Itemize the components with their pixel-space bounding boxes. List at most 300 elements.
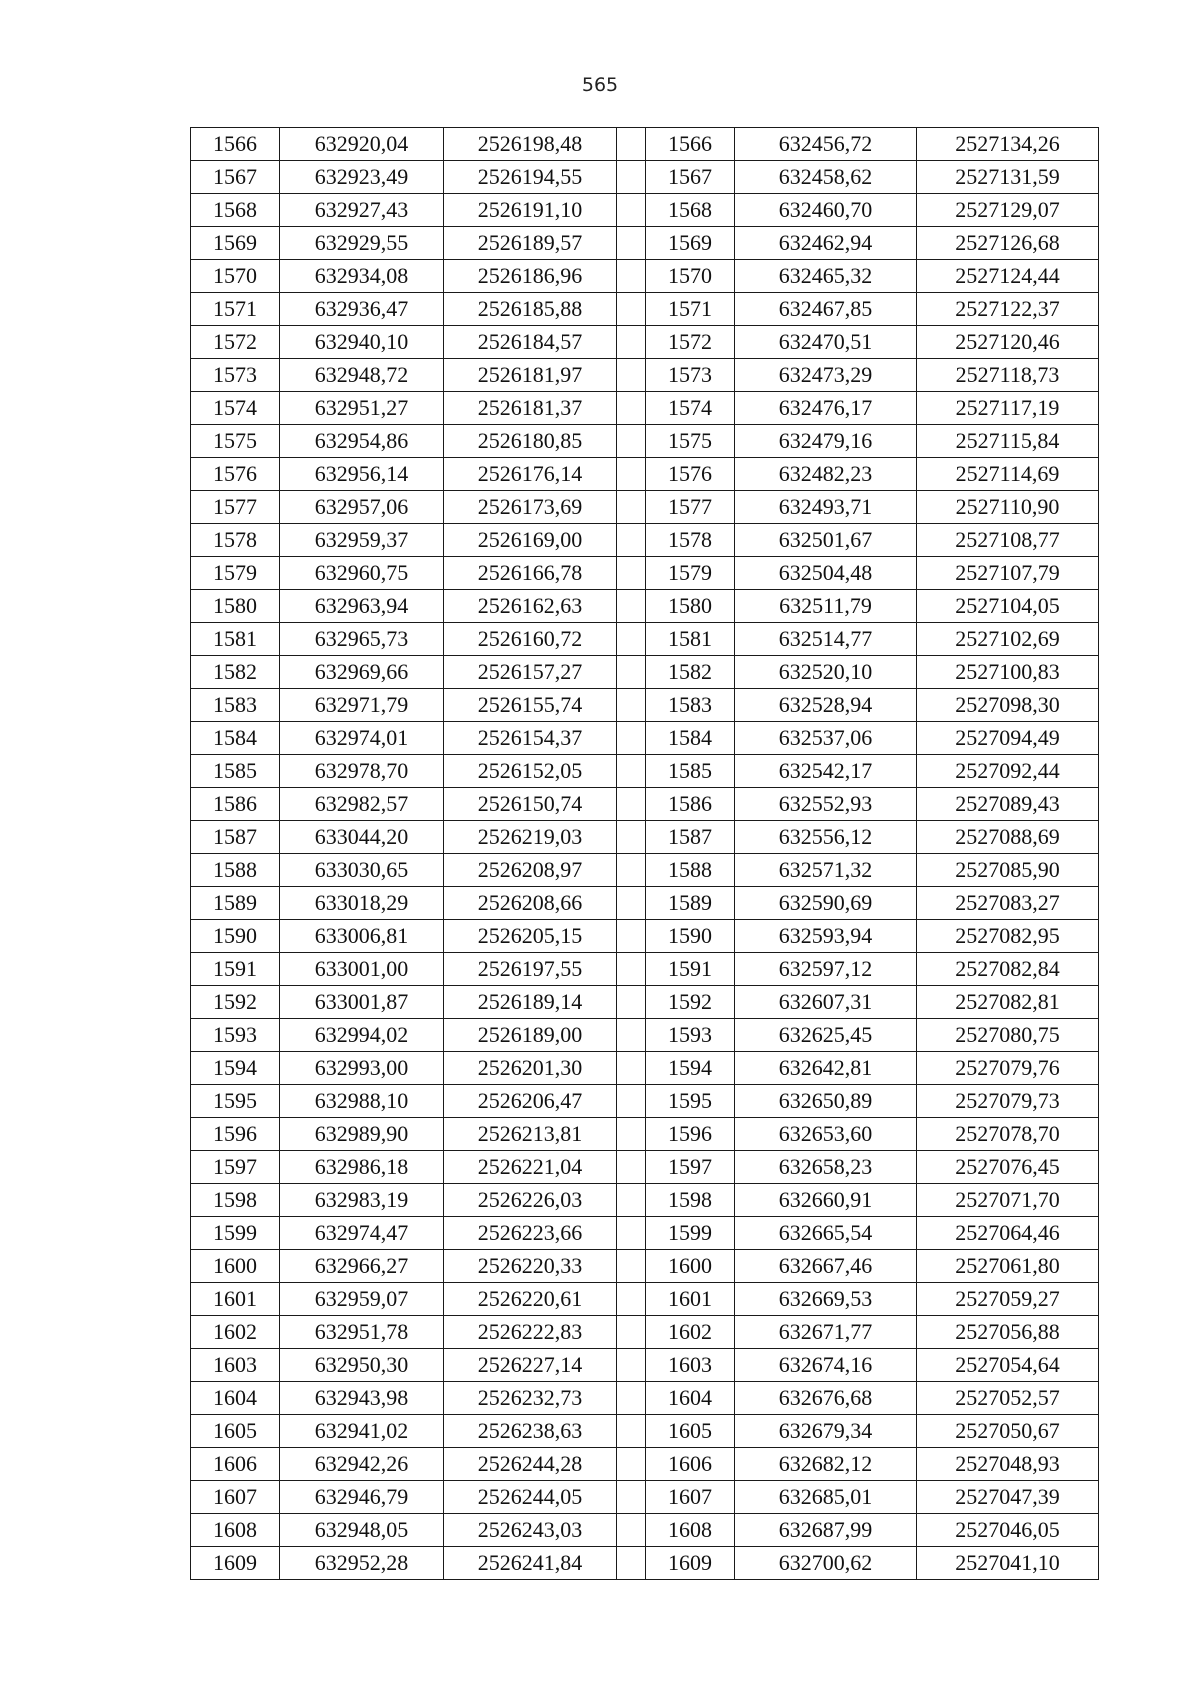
point-number-right: 1566 xyxy=(646,128,735,161)
separator-cell xyxy=(617,755,646,788)
table-row xyxy=(191,920,1099,953)
table-row xyxy=(191,854,1099,887)
table-row xyxy=(191,194,1099,227)
y-coordinate-right: 2527129,07 xyxy=(917,194,1099,227)
separator-cell xyxy=(617,1514,646,1547)
separator-cell xyxy=(617,1085,646,1118)
point-number-right: 1604 xyxy=(646,1382,735,1415)
y-coordinate-left: 2526223,66 xyxy=(444,1217,617,1250)
table-row xyxy=(191,821,1099,854)
y-coordinate-left: 2526227,14 xyxy=(444,1349,617,1382)
y-coordinate-left: 2526184,57 xyxy=(444,326,617,359)
x-coordinate-left: 632950,30 xyxy=(280,1349,444,1382)
y-coordinate-right: 2527083,27 xyxy=(917,887,1099,920)
y-coordinate-right: 2527082,81 xyxy=(917,986,1099,1019)
x-coordinate-left: 632957,06 xyxy=(280,491,444,524)
table-row xyxy=(191,557,1099,590)
x-coordinate-right: 632470,51 xyxy=(735,326,917,359)
point-number-right: 1602 xyxy=(646,1316,735,1349)
point-number-left: 1609 xyxy=(191,1547,280,1580)
x-coordinate-left: 632952,28 xyxy=(280,1547,444,1580)
y-coordinate-left: 2526232,73 xyxy=(444,1382,617,1415)
x-coordinate-right: 632607,31 xyxy=(735,986,917,1019)
point-number-left: 1577 xyxy=(191,491,280,524)
y-coordinate-right: 2527041,10 xyxy=(917,1547,1099,1580)
x-coordinate-right: 632467,85 xyxy=(735,293,917,326)
x-coordinate-right: 632462,94 xyxy=(735,227,917,260)
point-number-left: 1575 xyxy=(191,425,280,458)
table-row xyxy=(191,260,1099,293)
y-coordinate-left: 2526194,55 xyxy=(444,161,617,194)
point-number-right: 1579 xyxy=(646,557,735,590)
x-coordinate-left: 632934,08 xyxy=(280,260,444,293)
separator-cell xyxy=(617,1184,646,1217)
x-coordinate-left: 632948,72 xyxy=(280,359,444,392)
y-coordinate-left: 2526219,03 xyxy=(444,821,617,854)
x-coordinate-left: 632951,78 xyxy=(280,1316,444,1349)
coordinates-table-body xyxy=(191,128,1099,1580)
x-coordinate-left: 632971,79 xyxy=(280,689,444,722)
point-number-left: 1591 xyxy=(191,953,280,986)
y-coordinate-left: 2526238,63 xyxy=(444,1415,617,1448)
separator-cell xyxy=(617,458,646,491)
separator-cell xyxy=(617,392,646,425)
y-coordinate-right: 2527076,45 xyxy=(917,1151,1099,1184)
separator-cell xyxy=(617,326,646,359)
point-number-right: 1594 xyxy=(646,1052,735,1085)
y-coordinate-left: 2526222,83 xyxy=(444,1316,617,1349)
separator-cell xyxy=(617,821,646,854)
y-coordinate-left: 2526206,47 xyxy=(444,1085,617,1118)
x-coordinate-left: 633006,81 xyxy=(280,920,444,953)
x-coordinate-left: 632965,73 xyxy=(280,623,444,656)
x-coordinate-left: 632986,18 xyxy=(280,1151,444,1184)
y-coordinate-right: 2527052,57 xyxy=(917,1382,1099,1415)
y-coordinate-left: 2526150,74 xyxy=(444,788,617,821)
x-coordinate-right: 632482,23 xyxy=(735,458,917,491)
x-coordinate-left: 632929,55 xyxy=(280,227,444,260)
table-row xyxy=(191,1184,1099,1217)
point-number-right: 1596 xyxy=(646,1118,735,1151)
x-coordinate-right: 632571,32 xyxy=(735,854,917,887)
x-coordinate-left: 632920,04 xyxy=(280,128,444,161)
separator-cell xyxy=(617,1250,646,1283)
point-number-left: 1584 xyxy=(191,722,280,755)
point-number-left: 1578 xyxy=(191,524,280,557)
point-number-left: 1601 xyxy=(191,1283,280,1316)
x-coordinate-left: 632982,57 xyxy=(280,788,444,821)
y-coordinate-left: 2526244,05 xyxy=(444,1481,617,1514)
point-number-left: 1599 xyxy=(191,1217,280,1250)
separator-cell xyxy=(617,656,646,689)
point-number-left: 1567 xyxy=(191,161,280,194)
separator-cell xyxy=(617,1349,646,1382)
y-coordinate-right: 2527047,39 xyxy=(917,1481,1099,1514)
point-number-right: 1586 xyxy=(646,788,735,821)
x-coordinate-right: 632476,17 xyxy=(735,392,917,425)
x-coordinate-left: 632927,43 xyxy=(280,194,444,227)
y-coordinate-left: 2526162,63 xyxy=(444,590,617,623)
separator-cell xyxy=(617,1217,646,1250)
table-row xyxy=(191,788,1099,821)
y-coordinate-left: 2526185,88 xyxy=(444,293,617,326)
separator-cell xyxy=(617,623,646,656)
y-coordinate-right: 2527107,79 xyxy=(917,557,1099,590)
y-coordinate-right: 2527082,95 xyxy=(917,920,1099,953)
table-row xyxy=(191,392,1099,425)
x-coordinate-left: 632978,70 xyxy=(280,755,444,788)
point-number-right: 1569 xyxy=(646,227,735,260)
point-number-left: 1593 xyxy=(191,1019,280,1052)
x-coordinate-right: 632504,48 xyxy=(735,557,917,590)
x-coordinate-left: 632974,47 xyxy=(280,1217,444,1250)
x-coordinate-right: 632511,79 xyxy=(735,590,917,623)
y-coordinate-left: 2526226,03 xyxy=(444,1184,617,1217)
table-row xyxy=(191,458,1099,491)
x-coordinate-left: 632951,27 xyxy=(280,392,444,425)
y-coordinate-right: 2527114,69 xyxy=(917,458,1099,491)
x-coordinate-right: 632537,06 xyxy=(735,722,917,755)
x-coordinate-right: 632528,94 xyxy=(735,689,917,722)
point-number-right: 1591 xyxy=(646,953,735,986)
y-coordinate-left: 2526208,97 xyxy=(444,854,617,887)
point-number-left: 1568 xyxy=(191,194,280,227)
table-row xyxy=(191,1151,1099,1184)
point-number-left: 1587 xyxy=(191,821,280,854)
point-number-right: 1597 xyxy=(646,1151,735,1184)
x-coordinate-right: 632700,62 xyxy=(735,1547,917,1580)
point-number-right: 1590 xyxy=(646,920,735,953)
x-coordinate-left: 632966,27 xyxy=(280,1250,444,1283)
separator-cell xyxy=(617,1118,646,1151)
point-number-right: 1581 xyxy=(646,623,735,656)
point-number-right: 1587 xyxy=(646,821,735,854)
point-number-right: 1601 xyxy=(646,1283,735,1316)
point-number-left: 1580 xyxy=(191,590,280,623)
table-row xyxy=(191,1283,1099,1316)
y-coordinate-left: 2526166,78 xyxy=(444,557,617,590)
point-number-left: 1594 xyxy=(191,1052,280,1085)
y-coordinate-right: 2527098,30 xyxy=(917,689,1099,722)
x-coordinate-left: 632946,79 xyxy=(280,1481,444,1514)
y-coordinate-right: 2527079,73 xyxy=(917,1085,1099,1118)
point-number-right: 1609 xyxy=(646,1547,735,1580)
x-coordinate-left: 632974,01 xyxy=(280,722,444,755)
x-coordinate-right: 632479,16 xyxy=(735,425,917,458)
x-coordinate-right: 632465,32 xyxy=(735,260,917,293)
y-coordinate-right: 2527100,83 xyxy=(917,656,1099,689)
point-number-right: 1575 xyxy=(646,425,735,458)
y-coordinate-left: 2526213,81 xyxy=(444,1118,617,1151)
x-coordinate-left: 632959,07 xyxy=(280,1283,444,1316)
point-number-right: 1567 xyxy=(646,161,735,194)
point-number-right: 1570 xyxy=(646,260,735,293)
y-coordinate-left: 2526197,55 xyxy=(444,953,617,986)
y-coordinate-right: 2527064,46 xyxy=(917,1217,1099,1250)
y-coordinate-right: 2527082,84 xyxy=(917,953,1099,986)
point-number-left: 1586 xyxy=(191,788,280,821)
separator-cell xyxy=(617,1415,646,1448)
point-number-right: 1603 xyxy=(646,1349,735,1382)
x-coordinate-right: 632650,89 xyxy=(735,1085,917,1118)
point-number-right: 1584 xyxy=(646,722,735,755)
table-row xyxy=(191,128,1099,161)
y-coordinate-right: 2527078,70 xyxy=(917,1118,1099,1151)
y-coordinate-right: 2527110,90 xyxy=(917,491,1099,524)
table-row xyxy=(191,755,1099,788)
x-coordinate-right: 632676,68 xyxy=(735,1382,917,1415)
point-number-right: 1588 xyxy=(646,854,735,887)
y-coordinate-right: 2527108,77 xyxy=(917,524,1099,557)
y-coordinate-left: 2526181,97 xyxy=(444,359,617,392)
separator-cell xyxy=(617,227,646,260)
x-coordinate-right: 632658,23 xyxy=(735,1151,917,1184)
separator-cell xyxy=(617,689,646,722)
point-number-right: 1592 xyxy=(646,986,735,1019)
table-row xyxy=(191,524,1099,557)
x-coordinate-left: 632963,94 xyxy=(280,590,444,623)
separator-cell xyxy=(617,557,646,590)
y-coordinate-left: 2526173,69 xyxy=(444,491,617,524)
y-coordinate-left: 2526243,03 xyxy=(444,1514,617,1547)
point-number-left: 1566 xyxy=(191,128,280,161)
point-number-right: 1582 xyxy=(646,656,735,689)
table-row xyxy=(191,1415,1099,1448)
y-coordinate-left: 2526220,61 xyxy=(444,1283,617,1316)
x-coordinate-right: 632460,70 xyxy=(735,194,917,227)
point-number-left: 1607 xyxy=(191,1481,280,1514)
point-number-left: 1604 xyxy=(191,1382,280,1415)
point-number-left: 1570 xyxy=(191,260,280,293)
table-row xyxy=(191,1547,1099,1580)
table-row xyxy=(191,689,1099,722)
x-coordinate-left: 632943,98 xyxy=(280,1382,444,1415)
y-coordinate-left: 2526186,96 xyxy=(444,260,617,293)
x-coordinate-left: 633001,00 xyxy=(280,953,444,986)
point-number-left: 1606 xyxy=(191,1448,280,1481)
point-number-left: 1569 xyxy=(191,227,280,260)
y-coordinate-left: 2526176,14 xyxy=(444,458,617,491)
x-coordinate-right: 632542,17 xyxy=(735,755,917,788)
table-row xyxy=(191,722,1099,755)
point-number-right: 1580 xyxy=(646,590,735,623)
point-number-left: 1588 xyxy=(191,854,280,887)
y-coordinate-left: 2526169,00 xyxy=(444,524,617,557)
point-number-left: 1592 xyxy=(191,986,280,1019)
table-row xyxy=(191,491,1099,524)
separator-cell xyxy=(617,986,646,1019)
y-coordinate-right: 2527124,44 xyxy=(917,260,1099,293)
x-coordinate-left: 632983,19 xyxy=(280,1184,444,1217)
y-coordinate-right: 2527085,90 xyxy=(917,854,1099,887)
y-coordinate-right: 2527115,84 xyxy=(917,425,1099,458)
x-coordinate-left: 632969,66 xyxy=(280,656,444,689)
y-coordinate-right: 2527092,44 xyxy=(917,755,1099,788)
y-coordinate-right: 2527118,73 xyxy=(917,359,1099,392)
x-coordinate-right: 632685,01 xyxy=(735,1481,917,1514)
table-row xyxy=(191,1316,1099,1349)
x-coordinate-left: 632923,49 xyxy=(280,161,444,194)
y-coordinate-left: 2526160,72 xyxy=(444,623,617,656)
y-coordinate-left: 2526205,15 xyxy=(444,920,617,953)
separator-cell xyxy=(617,1547,646,1580)
point-number-left: 1571 xyxy=(191,293,280,326)
y-coordinate-left: 2526157,27 xyxy=(444,656,617,689)
y-coordinate-right: 2527059,27 xyxy=(917,1283,1099,1316)
y-coordinate-right: 2527079,76 xyxy=(917,1052,1099,1085)
y-coordinate-left: 2526201,30 xyxy=(444,1052,617,1085)
point-number-left: 1574 xyxy=(191,392,280,425)
table-row xyxy=(191,1085,1099,1118)
point-number-right: 1574 xyxy=(646,392,735,425)
x-coordinate-right: 632514,77 xyxy=(735,623,917,656)
separator-cell xyxy=(617,1316,646,1349)
table-row xyxy=(191,425,1099,458)
x-coordinate-right: 632493,71 xyxy=(735,491,917,524)
separator-cell xyxy=(617,194,646,227)
point-number-left: 1598 xyxy=(191,1184,280,1217)
y-coordinate-left: 2526189,00 xyxy=(444,1019,617,1052)
separator-cell xyxy=(617,953,646,986)
y-coordinate-right: 2527131,59 xyxy=(917,161,1099,194)
point-number-left: 1596 xyxy=(191,1118,280,1151)
coordinates-table xyxy=(190,127,1099,1580)
x-coordinate-left: 632940,10 xyxy=(280,326,444,359)
x-coordinate-right: 632667,46 xyxy=(735,1250,917,1283)
separator-cell xyxy=(617,1283,646,1316)
table-row xyxy=(191,1382,1099,1415)
y-coordinate-left: 2526244,28 xyxy=(444,1448,617,1481)
x-coordinate-right: 632671,77 xyxy=(735,1316,917,1349)
y-coordinate-right: 2527061,80 xyxy=(917,1250,1099,1283)
table-row xyxy=(191,1250,1099,1283)
y-coordinate-left: 2526191,10 xyxy=(444,194,617,227)
y-coordinate-left: 2526154,37 xyxy=(444,722,617,755)
x-coordinate-left: 632941,02 xyxy=(280,1415,444,1448)
point-number-right: 1577 xyxy=(646,491,735,524)
point-number-right: 1607 xyxy=(646,1481,735,1514)
point-number-right: 1595 xyxy=(646,1085,735,1118)
y-coordinate-right: 2527088,69 xyxy=(917,821,1099,854)
x-coordinate-left: 633030,65 xyxy=(280,854,444,887)
separator-cell xyxy=(617,1448,646,1481)
x-coordinate-right: 632458,62 xyxy=(735,161,917,194)
point-number-right: 1576 xyxy=(646,458,735,491)
separator-cell xyxy=(617,260,646,293)
point-number-right: 1589 xyxy=(646,887,735,920)
y-coordinate-right: 2527056,88 xyxy=(917,1316,1099,1349)
y-coordinate-right: 2527122,37 xyxy=(917,293,1099,326)
point-number-left: 1590 xyxy=(191,920,280,953)
point-number-left: 1600 xyxy=(191,1250,280,1283)
y-coordinate-left: 2526181,37 xyxy=(444,392,617,425)
y-coordinate-right: 2527094,49 xyxy=(917,722,1099,755)
y-coordinate-right: 2527080,75 xyxy=(917,1019,1099,1052)
x-coordinate-left: 632959,37 xyxy=(280,524,444,557)
x-coordinate-right: 632501,67 xyxy=(735,524,917,557)
point-number-left: 1595 xyxy=(191,1085,280,1118)
point-number-right: 1573 xyxy=(646,359,735,392)
y-coordinate-left: 2526241,84 xyxy=(444,1547,617,1580)
separator-cell xyxy=(617,359,646,392)
table-row xyxy=(191,1448,1099,1481)
separator-cell xyxy=(617,1019,646,1052)
y-coordinate-left: 2526198,48 xyxy=(444,128,617,161)
point-number-left: 1573 xyxy=(191,359,280,392)
x-coordinate-right: 632660,91 xyxy=(735,1184,917,1217)
y-coordinate-right: 2527046,05 xyxy=(917,1514,1099,1547)
table-row xyxy=(191,887,1099,920)
separator-cell xyxy=(617,1151,646,1184)
point-number-right: 1578 xyxy=(646,524,735,557)
separator-cell xyxy=(617,491,646,524)
x-coordinate-left: 632948,05 xyxy=(280,1514,444,1547)
y-coordinate-left: 2526180,85 xyxy=(444,425,617,458)
separator-cell xyxy=(617,1382,646,1415)
x-coordinate-right: 632653,60 xyxy=(735,1118,917,1151)
x-coordinate-left: 633018,29 xyxy=(280,887,444,920)
point-number-right: 1605 xyxy=(646,1415,735,1448)
point-number-right: 1593 xyxy=(646,1019,735,1052)
y-coordinate-right: 2527071,70 xyxy=(917,1184,1099,1217)
point-number-left: 1583 xyxy=(191,689,280,722)
x-coordinate-left: 632988,10 xyxy=(280,1085,444,1118)
x-coordinate-right: 632473,29 xyxy=(735,359,917,392)
separator-cell xyxy=(617,590,646,623)
separator-cell xyxy=(617,854,646,887)
point-number-right: 1599 xyxy=(646,1217,735,1250)
x-coordinate-right: 632456,72 xyxy=(735,128,917,161)
page-number: 565 xyxy=(581,74,619,96)
table-row xyxy=(191,1052,1099,1085)
point-number-right: 1585 xyxy=(646,755,735,788)
point-number-left: 1605 xyxy=(191,1415,280,1448)
table-row xyxy=(191,1019,1099,1052)
separator-cell xyxy=(617,1052,646,1085)
point-number-left: 1576 xyxy=(191,458,280,491)
x-coordinate-right: 632597,12 xyxy=(735,953,917,986)
x-coordinate-right: 632642,81 xyxy=(735,1052,917,1085)
point-number-right: 1571 xyxy=(646,293,735,326)
separator-cell xyxy=(617,887,646,920)
point-number-right: 1583 xyxy=(646,689,735,722)
x-coordinate-right: 632593,94 xyxy=(735,920,917,953)
y-coordinate-right: 2527048,93 xyxy=(917,1448,1099,1481)
table-row xyxy=(191,656,1099,689)
x-coordinate-right: 632556,12 xyxy=(735,821,917,854)
separator-cell xyxy=(617,722,646,755)
separator-cell xyxy=(617,524,646,557)
point-number-left: 1597 xyxy=(191,1151,280,1184)
point-number-right: 1606 xyxy=(646,1448,735,1481)
y-coordinate-right: 2527054,64 xyxy=(917,1349,1099,1382)
y-coordinate-right: 2527134,26 xyxy=(917,128,1099,161)
separator-cell xyxy=(617,1481,646,1514)
x-coordinate-left: 632942,26 xyxy=(280,1448,444,1481)
x-coordinate-right: 632665,54 xyxy=(735,1217,917,1250)
x-coordinate-right: 632625,45 xyxy=(735,1019,917,1052)
separator-cell xyxy=(617,920,646,953)
y-coordinate-left: 2526208,66 xyxy=(444,887,617,920)
point-number-left: 1608 xyxy=(191,1514,280,1547)
y-coordinate-left: 2526221,04 xyxy=(444,1151,617,1184)
y-coordinate-left: 2526189,14 xyxy=(444,986,617,1019)
x-coordinate-left: 632936,47 xyxy=(280,293,444,326)
x-coordinate-right: 632682,12 xyxy=(735,1448,917,1481)
x-coordinate-left: 632956,14 xyxy=(280,458,444,491)
point-number-left: 1603 xyxy=(191,1349,280,1382)
x-coordinate-right: 632687,99 xyxy=(735,1514,917,1547)
